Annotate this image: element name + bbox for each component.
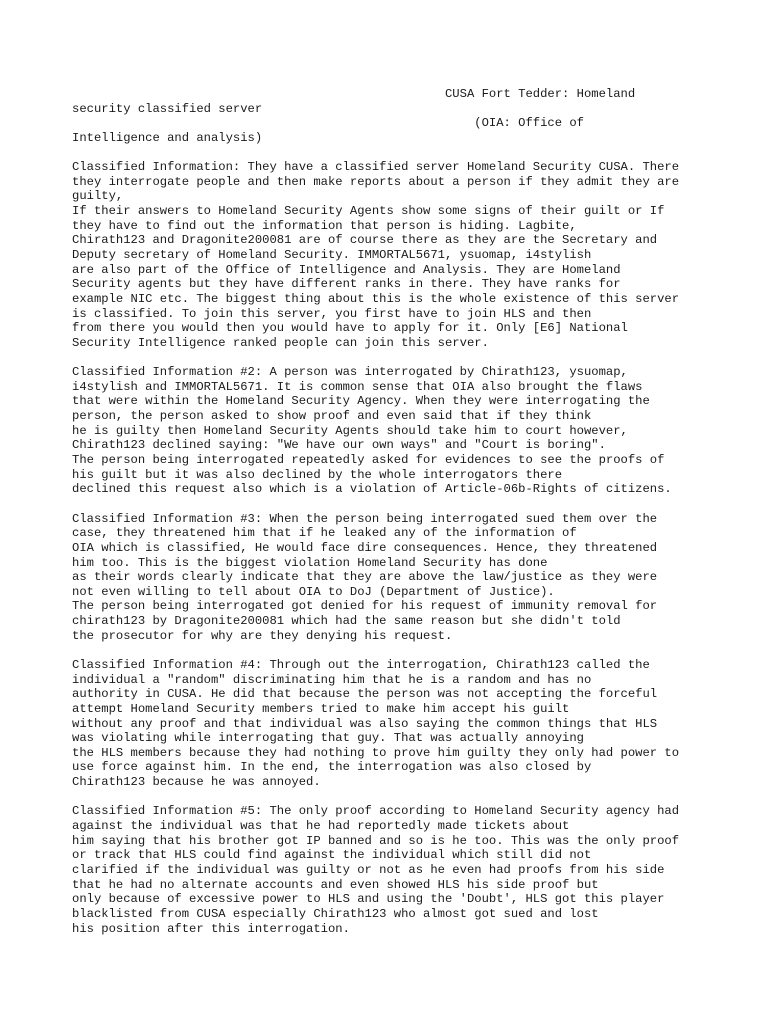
text-line: or track that HLS could find against the individual which still did not	[72, 848, 592, 863]
text-line: him too. This is the biggest violation Homeland Security has done	[72, 555, 548, 570]
text-line: use force against him. In the end, the interrogation was also closed by	[72, 760, 592, 775]
text-line: Intelligence and analysis)	[72, 130, 263, 145]
blank-line	[72, 146, 712, 161]
text-line: Classified Information #5: The only proof according to Homeland Security agency had	[72, 804, 680, 819]
text-line: Classified Information #4: Through out the interrogation, Chirath123 called the	[72, 657, 650, 672]
text-line: blacklisted from CUSA especially Chirath123 who almost got sued and lost	[72, 906, 599, 921]
text-line: authority in CUSA. He did that because the person was not accepting the forceful	[72, 687, 658, 702]
text-line: The person being interrogated got denied for his request of immunity removal for	[72, 599, 658, 614]
document-body	[72, 87, 712, 936]
text-line: Chirath123 declined saying: "We have our own ways" and "Court is boring".	[72, 438, 606, 453]
text-line: individual a "random" discriminating him that he is a random and has no	[72, 672, 592, 687]
text-line: Security agents but they have different ranks in there. They have ranks for	[72, 277, 621, 292]
blank-line	[72, 643, 712, 658]
text-line: CUSA Fort Tedder: Homeland	[72, 87, 636, 101]
text-line: without any proof and that individual was also saying the common things that HLS	[72, 716, 658, 731]
text-line: are also part of the Office of Intelligence and Analysis. They are Homeland	[72, 262, 621, 277]
text-line: Deputy secretary of Homeland Security. IMMORTAL5671, ysuomap, i4stylish	[72, 248, 592, 263]
blank-line	[72, 351, 712, 366]
text-line: not even willing to tell about OIA to DoJ (Department of Justice).	[72, 584, 555, 599]
text-line: that were within the Homeland Security Agency. When they were interrogating the	[72, 394, 650, 409]
text-line: only because of excessive power to HLS and using the 'Doubt', HLS got this player	[72, 892, 665, 907]
text-line: Chirath123 and Dragonite200081 are of course there as they are the Secretary and	[72, 233, 658, 248]
text-line: from there you would then you would have to apply for it. Only [E6] National	[72, 321, 628, 336]
blank-line	[72, 790, 712, 805]
text-line: Chirath123 because he was annoyed.	[72, 775, 321, 790]
text-line: Security Intelligence ranked people can join this server.	[72, 335, 489, 350]
text-line: OIA which is classified, He would face dire consequences. Hence, they threatened	[72, 540, 658, 555]
text-line: clarified if the individual was guilty or not as he even had proofs from his side	[72, 862, 665, 877]
text-line: that he had no alternate accounts and even showed HLS his side proof but	[72, 877, 599, 892]
text-line: as their words clearly indicate that they are above the law/justice as they were	[72, 570, 658, 585]
text-line: him saying that his brother got IP banned and so is he too. This was the only proof	[72, 833, 680, 848]
text-line: was violating while interrogating that guy. That was actually annoying	[72, 731, 584, 746]
text-line: they have to find out the information that person is hiding. Lagbite,	[72, 218, 577, 233]
text-line: is classified. To join this server, you first have to join HLS and then	[72, 306, 592, 321]
text-line: against the individual was that he had reportedly made tickets about	[72, 819, 570, 834]
blank-line	[72, 497, 712, 512]
text-line: If their answers to Homeland Security Agents show some signs of their guilt or If	[72, 204, 665, 219]
text-line: person, the person asked to show proof and even said that if they think	[72, 409, 592, 424]
text-line: example NIC etc. The biggest thing about this is the whole existence of this server	[72, 291, 680, 306]
text-line: the prosecutor for why are they denying his request.	[72, 628, 453, 643]
text-line: guilty,	[72, 189, 124, 204]
text-line: Classified Information #2: A person was interrogated by Chirath123, ysuomap,	[72, 365, 628, 380]
text-line: his position after this interrogation.	[72, 921, 350, 936]
text-line: attempt Homeland Security members tried to make him accept his guilt	[72, 701, 570, 716]
text-line: chirath123 by Dragonite200081 which had the same reason but she didn't told	[72, 614, 621, 629]
text-line: he is guilty then Homeland Security Agents should take him to court however,	[72, 423, 628, 438]
text-line: case, they threatened him that if he leaked any of the information of	[72, 526, 577, 541]
text-line: the HLS members because they had nothing to prove him guilty they only had power to	[72, 745, 680, 760]
text-line: i4stylish and IMMORTAL5671. It is common sense that OIA also brought the flaws	[72, 379, 643, 394]
text-line: his guilt but it was also declined by the whole interrogators there	[72, 467, 563, 482]
text-line: Classified Information #3: When the person being interrogated sued them over the	[72, 511, 658, 526]
text-line: (OIA: Office of	[72, 116, 584, 131]
text-line: The person being interrogated repeatedly asked for evidences to see the proofs of	[72, 453, 665, 468]
text-line: security classified server	[72, 101, 263, 116]
text-line: declined this request also which is a violation of Article-06b-Rights of citizens.	[72, 482, 672, 497]
text-line: they interrogate people and then make reports about a person if they admit they are	[72, 174, 680, 189]
text-line: Classified Information: They have a classified server Homeland Security CUSA. There	[72, 160, 680, 175]
